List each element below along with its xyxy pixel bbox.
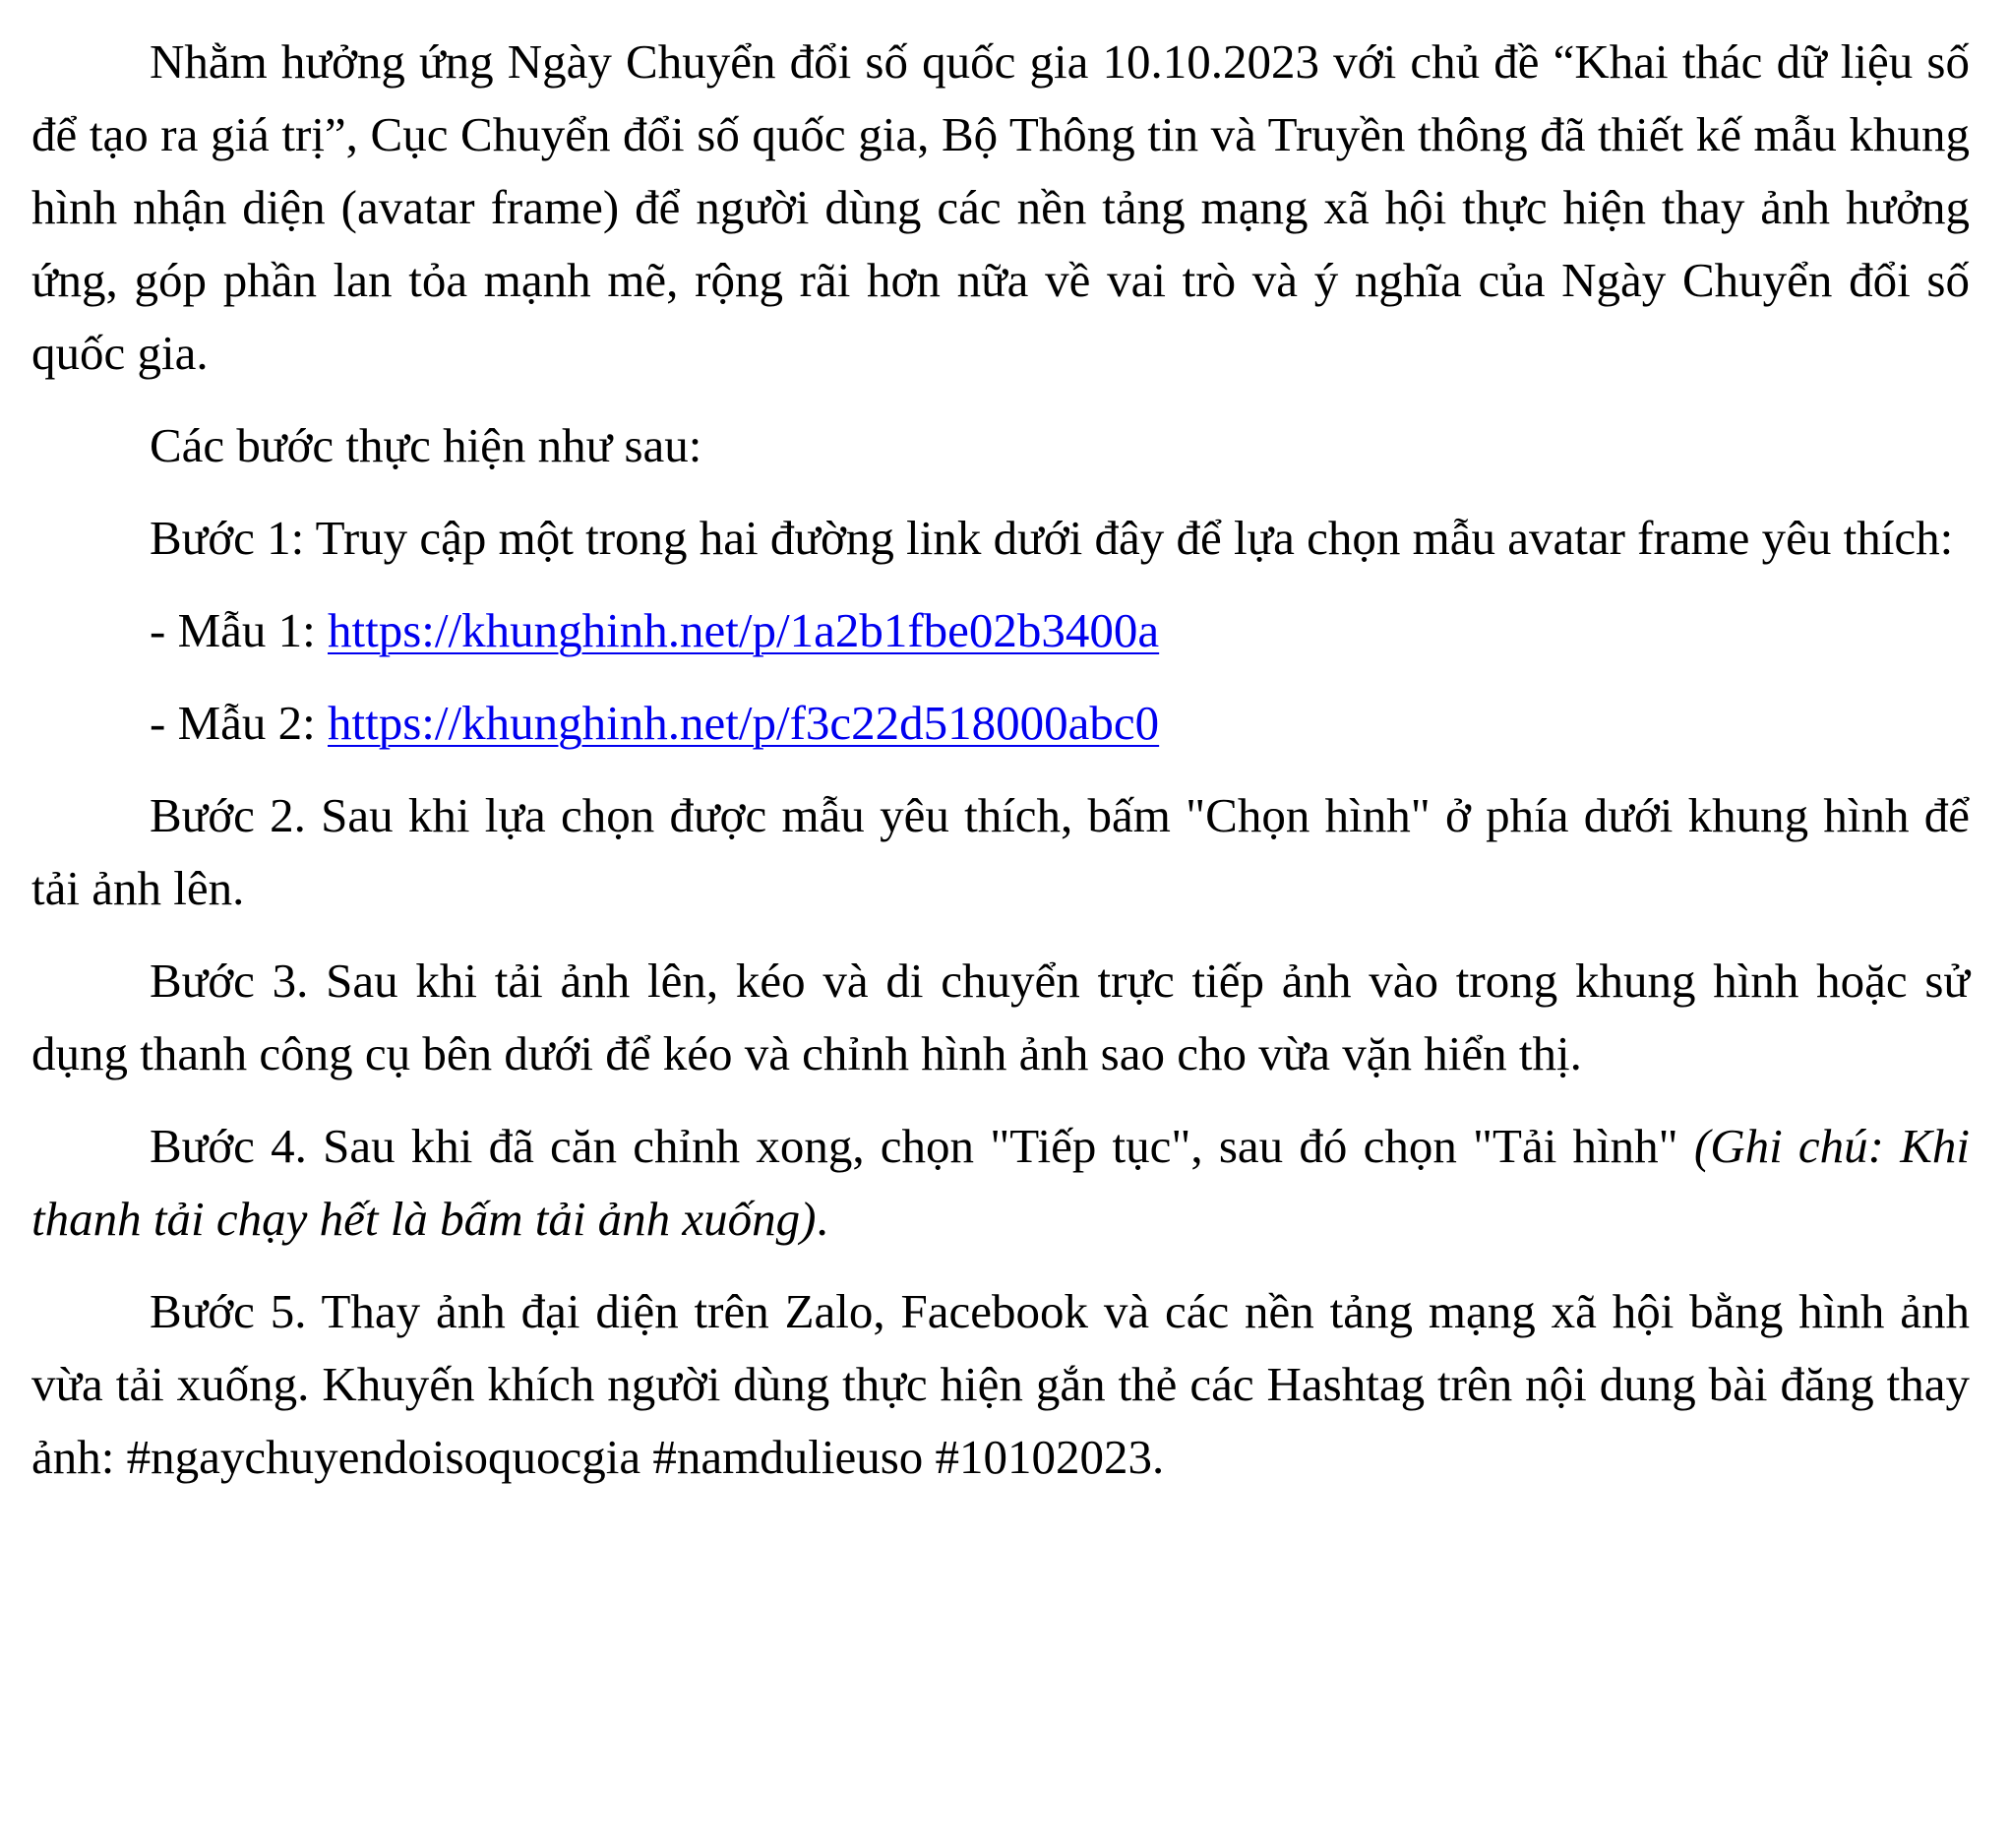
step-4-note: (Ghi chú: Khi thanh tải chạy hết là bấm tải ảnh xuống) — [31, 1119, 1970, 1246]
template-2-label: - Mẫu 2: — [150, 696, 328, 750]
step-2-paragraph: Bước 2. Sau khi lựa chọn được mẫu yêu thích, bấm "Chọn hình" ở phía dưới khung hình để tải ảnh lên. — [31, 788, 1970, 915]
intro-paragraph: Nhằm hưởng ứng Ngày Chuyển đổi số quốc gia 10.10.2023 với chủ đề “Khai thác dữ liệu số để tạo ra giá trị”, Cục Chuyển đổi số quốc gia, Bộ Thông tin và Truyền thông đã thiết kế mẫu khung hình nhận diện (avatar frame) để người dùng các nền tảng mạng xã hội thực hiện thay ảnh hưởng ứng, góp phần lan tỏa mạnh mẽ, rộng rãi hơn nữa về vai trò và ý nghĩa của Ngày Chuyển đổi số quốc gia. — [31, 34, 1970, 380]
document-page — [31, 26, 1970, 1513]
step-5-paragraph: Bước 5. Thay ảnh đại diện trên Zalo, Facebook và các nền tảng mạng xã hội bằng hình ảnh vừa tải xuống. Khuyến khích người dùng thực hiện gắn thẻ các Hashtag trên nội dung bài đăng thay ảnh: #ngaychuyendoisoquocgia #namdulieuso #10102023. — [31, 1284, 1970, 1484]
template-1-link[interactable]: https://khunghinh.net/p/1a2b1fbe02b3400a — [328, 603, 1160, 657]
steps-heading: Các bước thực hiện như sau: — [150, 418, 702, 472]
template-2-line — [31, 687, 1970, 760]
template-1-line — [31, 594, 1970, 667]
template-2-link[interactable]: https://khunghinh.net/p/f3c22d518000abc0 — [328, 696, 1160, 750]
step-4-text: Bước 4. Sau khi đã căn chỉnh xong, chọn "Tiếp tục", sau đó chọn "Tải hình" — [150, 1119, 1694, 1173]
step-3-paragraph: Bước 3. Sau khi tải ảnh lên, kéo và di chuyển trực tiếp ảnh vào trong khung hình hoặc sử dụng thanh công cụ bên dưới để kéo và chỉnh hình ảnh sao cho vừa vặn hiển thị. — [31, 954, 1970, 1080]
step-4-paragraph — [31, 1110, 1970, 1256]
step-4-end: . — [816, 1192, 828, 1246]
template-1-label: - Mẫu 1: — [150, 603, 328, 657]
step-1-paragraph: Bước 1: Truy cập một trong hai đường link dưới đây để lựa chọn mẫu avatar frame yêu thích: — [150, 511, 1954, 565]
